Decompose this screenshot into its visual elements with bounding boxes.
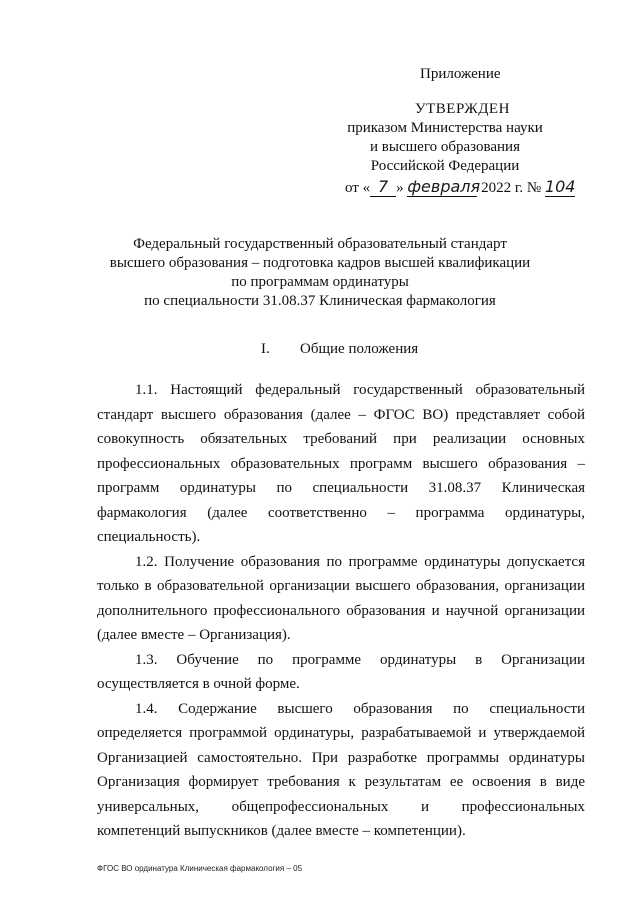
date-mid: » [396, 180, 404, 196]
title-line: высшего образования – подготовка кадров высшей квалификации [109, 255, 531, 271]
document-title [60, 235, 580, 311]
order-line: и высшего образования [370, 139, 520, 155]
title-line: Федеральный государственный образовательный стандарт [133, 236, 507, 252]
date-month: февраля [407, 177, 481, 196]
section-title: Общие положения [300, 341, 419, 357]
order-number: 104 [544, 177, 576, 196]
appendix-label: Приложение [420, 66, 501, 82]
document-body [97, 378, 585, 844]
order-date-line [345, 177, 575, 197]
date-year: 2022 г. № [481, 180, 542, 196]
approved-label: УТВЕРЖДЕН [415, 101, 510, 117]
date-day: 7 [370, 177, 396, 197]
page-footer: ФГОС ВО ординатура Клиническая фармакология – 05 [97, 864, 303, 873]
paragraph-1-1: 1.1. Настоящий федеральный государственный образовательный стандарт высшего образования (далее – ФГОС ВО) представляет собой совокупность обязательных требований при реализации основных профессиональных образовательных программ высшего образования – программ ординатуры по специальности 31.08.37 Клиническая фармакология (далее соответственно – программа ординатуры, специальность). [97, 382, 585, 545]
order-line: Российской Федерации [370, 158, 520, 174]
title-line: по специальности 31.08.37 Клиническая фармакология [144, 293, 496, 309]
title-line: по программам ординатуры [231, 274, 409, 290]
section-number: I. [261, 341, 270, 357]
paragraph-1-4: 1.4. Содержание высшего образования по специальности определяется программой ординатуры, разрабатываемой и утверждаемой Организацией самостоятельно. При разработке программы ординатуры Организация формирует требования к результатам ее освоения в виде универсальных, общепрофессиональных и профессиональных компетенций выпускников (далее вместе – компетенции). [97, 700, 585, 839]
order-line: приказом Министерства науки [347, 120, 543, 136]
order-block [300, 119, 590, 176]
paragraph-1-2: 1.2. Получение образования по программе ординатуры допускается только в образовательной организации высшего образования, организации дополнительного профессионального образования и научной организации (далее вместе – Организация). [97, 553, 585, 643]
paragraph-1-3: 1.3. Обучение по программе ординатуры в Организации осуществляется в очной форме. [97, 651, 585, 692]
date-prefix: от « [345, 180, 371, 196]
